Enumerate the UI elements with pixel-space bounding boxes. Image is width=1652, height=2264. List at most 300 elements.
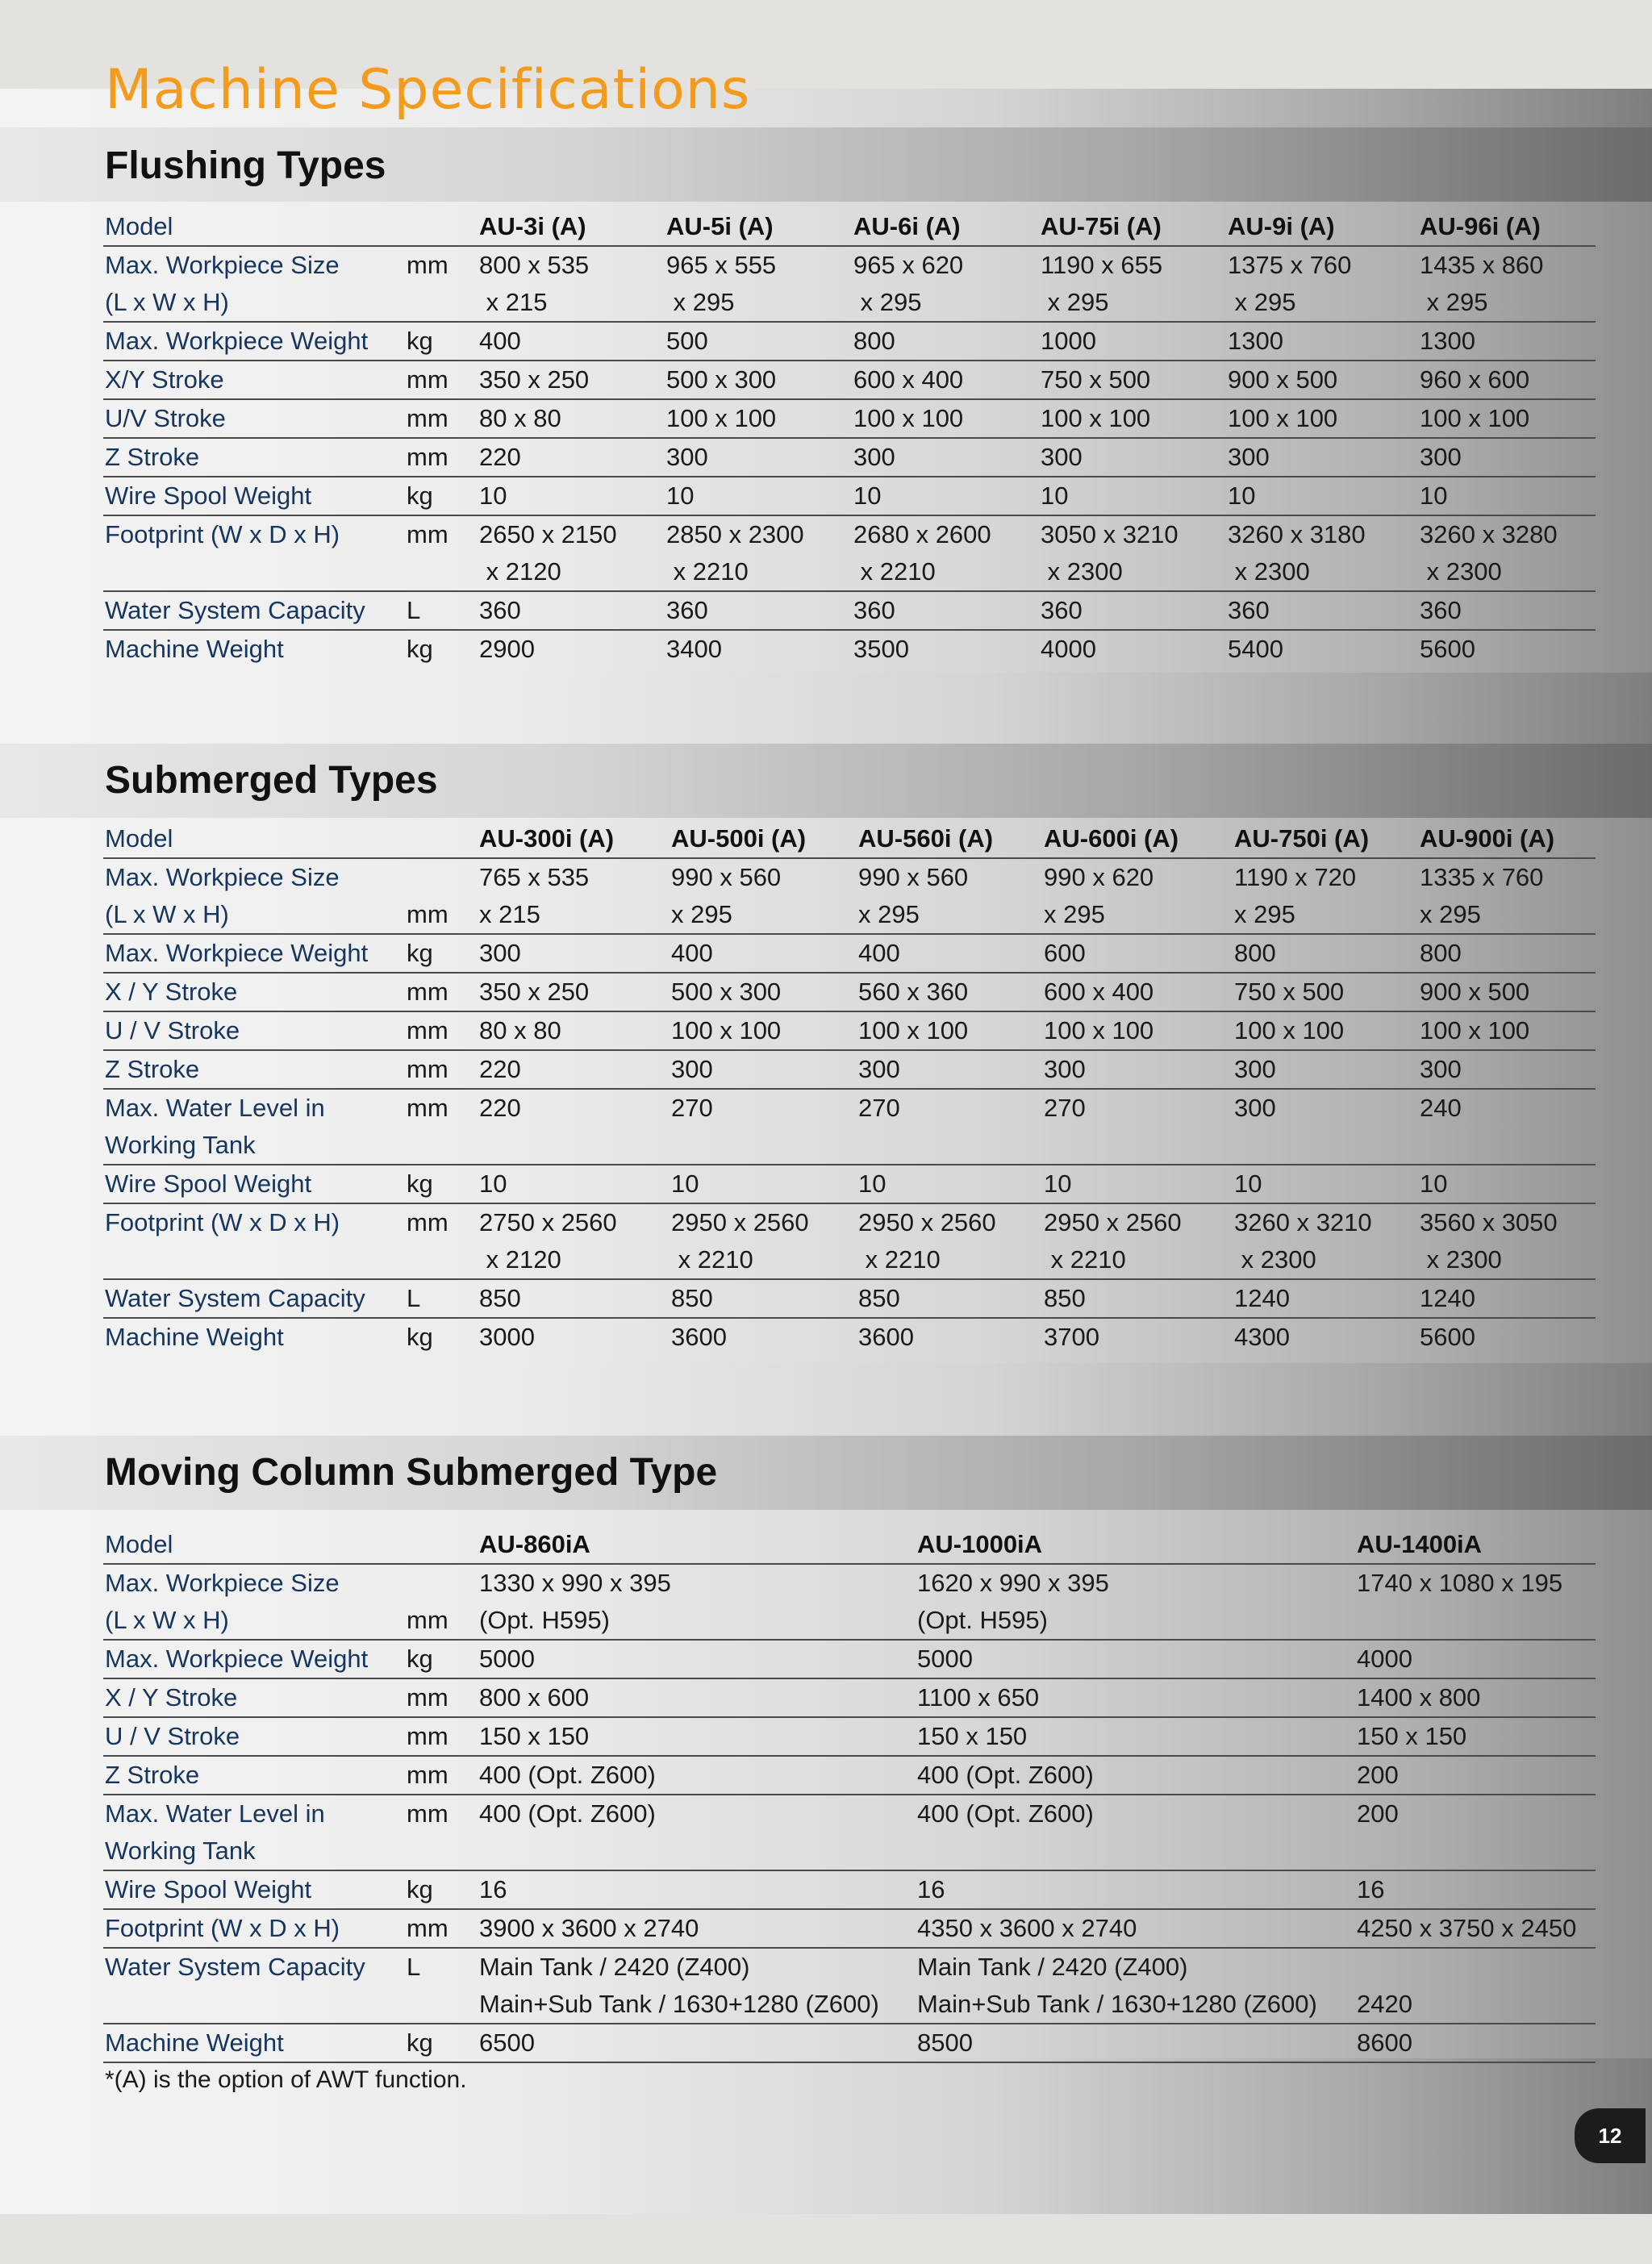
spec-row <box>103 934 1596 973</box>
spec-value: x 2120 <box>478 553 665 591</box>
spec-value: 400 <box>478 322 665 361</box>
row-unit <box>405 1832 478 1870</box>
spec-value: 16 <box>916 1870 1355 1909</box>
spec-value: 5000 <box>478 1640 916 1678</box>
spec-row <box>103 361 1596 399</box>
spec-value: x 2300 <box>1226 553 1418 591</box>
spec-value: x 295 <box>1226 284 1418 322</box>
row-label: Max. Water Level in <box>105 1799 325 1828</box>
row-unit: mm <box>407 520 448 548</box>
row-label: Wire Spool Weight <box>103 1165 405 1203</box>
spec-row <box>103 1050 1596 1089</box>
spec-value: 100 x 100 <box>1233 1011 1418 1050</box>
spec-value: 500 <box>665 322 852 361</box>
bottom-strip <box>0 2214 1652 2264</box>
spec-value: 400 <box>670 934 857 973</box>
spec-value: 765 x 535 <box>479 863 590 891</box>
spec-value: x 2300 <box>1039 553 1226 591</box>
row-unit <box>405 1241 478 1279</box>
row-unit <box>405 820 478 858</box>
spec-value: 800 x 600 <box>478 1678 916 1717</box>
spec-row <box>103 438 1596 477</box>
page-title: Machine Specifications <box>105 58 751 122</box>
spec-row <box>103 1909 1596 1948</box>
model-name: AU-500i (A) <box>670 820 857 858</box>
model-header-row <box>103 820 1596 858</box>
model-name: AU-9i (A) <box>1226 208 1418 246</box>
spec-value: 200 <box>1357 1799 1399 1828</box>
spec-value: 900 x 500 <box>1226 361 1418 399</box>
model-name: AU-1400iA <box>1355 1526 1596 1564</box>
spec-row <box>103 1717 1596 1756</box>
row-label: Water System Capacity <box>103 1279 405 1318</box>
spec-value: 100 x 100 <box>665 399 852 438</box>
row-label: X / Y Stroke <box>103 973 405 1011</box>
spec-value: 3500 <box>853 635 909 663</box>
row-label: Max. Workpiece Size <box>105 1569 340 1597</box>
row-label: (L x W x H) <box>103 896 405 934</box>
spec-value: 600 x 400 <box>852 361 1039 399</box>
spec-value: 1300 <box>1226 322 1418 361</box>
row-unit: mm <box>405 1050 478 1089</box>
spec-row <box>103 1640 1596 1678</box>
spec-value: 960 x 600 <box>1418 361 1596 399</box>
spec-value: 400 (Opt. Z600) <box>917 1799 1094 1828</box>
spec-value: 1740 x 1080 x 195 <box>1357 1569 1563 1597</box>
row-unit: mm <box>405 361 478 399</box>
spec-value: 4000 <box>1041 635 1096 663</box>
row-unit: kg <box>405 1165 478 1203</box>
spec-value: 10 <box>852 477 1039 515</box>
spec-row <box>103 399 1596 438</box>
spec-value: 10 <box>1418 1165 1596 1203</box>
spec-value: 100 x 100 <box>1226 399 1418 438</box>
spec-value: 4300 <box>1234 1323 1290 1351</box>
row-unit: kg <box>405 934 478 973</box>
spec-value <box>478 1127 670 1165</box>
spec-row <box>103 477 1596 515</box>
spec-value: 3560 x 3050 <box>1420 1208 1558 1236</box>
spec-value: 900 x 500 <box>1418 973 1596 1011</box>
model-name: AU-750i (A) <box>1233 820 1418 858</box>
spec-row <box>103 1165 1596 1203</box>
row-unit: kg <box>405 477 478 515</box>
moving-column-spec-table <box>103 1526 1596 2063</box>
spec-value: 10 <box>1042 1165 1233 1203</box>
spec-value: 3000 <box>479 1323 535 1351</box>
row-unit <box>405 1564 478 1602</box>
row-label: Z Stroke <box>103 1050 405 1089</box>
spec-value: 4350 x 3600 x 2740 <box>916 1909 1355 1948</box>
spec-value: x 2210 <box>670 1241 857 1279</box>
spec-value: 965 x 620 <box>853 251 964 279</box>
spec-value: 5600 <box>1420 1323 1475 1351</box>
spec-value: 3600 <box>671 1323 727 1351</box>
row-unit: mm <box>405 1717 478 1756</box>
spec-value: x 295 <box>670 896 857 934</box>
model-name: AU-75i (A) <box>1039 208 1226 246</box>
flushing-spec-table <box>103 208 1596 668</box>
row-label: X/Y Stroke <box>103 361 405 399</box>
spec-value: x 295 <box>1418 896 1596 934</box>
spec-value: 16 <box>478 1870 916 1909</box>
model-name: AU-1000iA <box>916 1526 1355 1564</box>
row-label: (L x W x H) <box>103 284 405 322</box>
spec-value: x 295 <box>852 284 1039 322</box>
spec-value: 1190 x 720 <box>1234 863 1357 891</box>
spec-value: x 2210 <box>857 1241 1042 1279</box>
row-unit <box>405 1127 478 1165</box>
spec-value: 4250 x 3750 x 2450 <box>1355 1909 1596 1948</box>
spec-value: Main Tank / 2420 (Z400) <box>479 1953 750 1981</box>
spec-row <box>103 515 1596 553</box>
spec-value: 2950 x 2560 <box>1044 1208 1182 1236</box>
spec-value: 360 <box>665 591 852 630</box>
spec-row <box>103 858 1596 896</box>
row-label: Z Stroke <box>103 1756 405 1795</box>
spec-value: 1100 x 650 <box>916 1678 1355 1717</box>
spec-row <box>103 1203 1596 1241</box>
spec-value: 10 <box>665 477 852 515</box>
spec-value: 8600 <box>1355 2024 1596 2062</box>
spec-row <box>103 1602 1596 1640</box>
spec-value: 990 x 560 <box>858 863 969 891</box>
spec-value: 2420 <box>1355 1986 1596 2024</box>
spec-row <box>103 1011 1596 1050</box>
spec-value: 100 x 100 <box>1418 1011 1596 1050</box>
spec-value: 10 <box>478 1165 670 1203</box>
row-label: Footprint (W x D x H) <box>105 520 340 548</box>
spec-value: 360 <box>478 591 665 630</box>
model-header-row <box>103 1526 1596 1564</box>
row-unit: mm <box>407 1094 448 1122</box>
spec-value: 500 x 300 <box>670 973 857 1011</box>
spec-value: 300 <box>478 934 670 973</box>
spec-row <box>103 246 1596 284</box>
row-unit: L <box>405 1279 478 1318</box>
row-unit: mm <box>405 1756 478 1795</box>
submerged-spec-table <box>103 820 1596 1356</box>
spec-value <box>670 1127 857 1165</box>
spec-value: 600 x 400 <box>1042 973 1233 1011</box>
spec-value: 3900 x 3600 x 2740 <box>478 1909 916 1948</box>
row-label: X / Y Stroke <box>103 1678 405 1717</box>
spec-value: 1330 x 990 x 395 <box>479 1569 671 1597</box>
spec-value: 360 <box>1418 591 1596 630</box>
spec-value: 1435 x 860 <box>1420 251 1544 279</box>
spec-value: 750 x 500 <box>1039 361 1226 399</box>
row-unit: mm <box>405 896 478 934</box>
row-unit: kg <box>405 2024 478 2062</box>
spec-value: 300 <box>665 438 852 477</box>
spec-row <box>103 1241 1596 1279</box>
row-label: U / V Stroke <box>103 1717 405 1756</box>
spec-value: 1400 x 800 <box>1355 1678 1596 1717</box>
row-unit <box>405 284 478 322</box>
spec-value: 400 (Opt. Z600) <box>916 1756 1355 1795</box>
row-label: Machine Weight <box>105 1323 284 1351</box>
spec-value: 80 x 80 <box>478 1011 670 1050</box>
row-label: Model <box>103 820 405 858</box>
spec-value <box>857 1127 1042 1165</box>
spec-value: 300 <box>1233 1050 1418 1089</box>
spec-value <box>1418 1127 1596 1165</box>
spec-value: 150 x 150 <box>1355 1717 1596 1756</box>
spec-value: 3600 <box>858 1323 914 1351</box>
spec-value: 360 <box>1226 591 1418 630</box>
row-label: Max. Workpiece Weight <box>103 322 405 361</box>
spec-value: 2680 x 2600 <box>853 520 991 548</box>
row-unit: kg <box>405 1640 478 1678</box>
spec-value: 3260 x 3280 <box>1420 520 1558 548</box>
spec-value: 300 <box>852 438 1039 477</box>
model-name: AU-900i (A) <box>1418 820 1596 858</box>
spec-value: 3400 <box>666 635 722 663</box>
spec-row <box>103 1948 1596 1986</box>
spec-value <box>478 1832 916 1870</box>
spec-value: 150 x 150 <box>916 1717 1355 1756</box>
row-label: Model <box>103 208 405 246</box>
spec-value: 5400 <box>1228 635 1283 663</box>
spec-value: 1240 <box>1418 1279 1596 1318</box>
spec-row <box>103 896 1596 934</box>
spec-value: 1335 x 760 <box>1420 863 1544 891</box>
spec-value: x 295 <box>857 896 1042 934</box>
spec-value: 10 <box>670 1165 857 1203</box>
spec-value: 4000 <box>1355 1640 1596 1678</box>
row-label <box>103 1241 405 1279</box>
spec-value: 16 <box>1355 1870 1596 1909</box>
row-label: Machine Weight <box>103 2024 405 2062</box>
footnote: *(A) is the option of AWT function. <box>105 2066 467 2093</box>
page-number-badge: 12 <box>1575 2108 1646 2163</box>
spec-value: 300 <box>1042 1050 1233 1089</box>
row-label: Z Stroke <box>103 438 405 477</box>
spec-value: 2950 x 2560 <box>671 1208 809 1236</box>
spec-value: 400 <box>857 934 1042 973</box>
spec-value: 560 x 360 <box>857 973 1042 1011</box>
spec-value: 100 x 100 <box>852 399 1039 438</box>
spec-value: 1375 x 760 <box>1228 251 1352 279</box>
spec-value: 750 x 500 <box>1233 973 1418 1011</box>
spec-value: 10 <box>1226 477 1418 515</box>
row-unit: mm <box>405 399 478 438</box>
spec-value: 220 <box>478 1050 670 1089</box>
spec-value <box>1233 1127 1418 1165</box>
spec-value: 3050 x 3210 <box>1041 520 1179 548</box>
row-unit <box>405 858 478 896</box>
spec-row <box>103 284 1596 322</box>
row-label: Machine Weight <box>105 635 284 663</box>
spec-value: 100 x 100 <box>1039 399 1226 438</box>
spec-value: 6500 <box>478 2024 916 2062</box>
spec-value: 800 <box>1418 934 1596 973</box>
spec-value: 220 <box>478 438 665 477</box>
spec-value: 300 <box>670 1050 857 1089</box>
row-label: Max. Water Level in <box>105 1094 325 1122</box>
row-unit: mm <box>407 251 448 279</box>
row-label: Working Tank <box>103 1832 405 1870</box>
spec-value: x 215 <box>478 284 665 322</box>
spec-value: 300 <box>857 1050 1042 1089</box>
spec-value: 100 x 100 <box>670 1011 857 1050</box>
spec-value: Main+Sub Tank / 1630+1280 (Z600) <box>478 1986 916 2024</box>
spec-row <box>103 1870 1596 1909</box>
spec-value: 2650 x 2150 <box>479 520 617 548</box>
spec-value: 990 x 620 <box>1044 863 1154 891</box>
spec-value <box>1355 1832 1596 1870</box>
row-unit <box>405 1986 478 2024</box>
row-unit: mm <box>405 1909 478 1948</box>
spec-value: 200 <box>1355 1756 1596 1795</box>
spec-value: x 295 <box>1042 896 1233 934</box>
spec-row <box>103 1678 1596 1717</box>
spec-value: Main+Sub Tank / 1630+1280 (Z600) <box>916 1986 1355 2024</box>
spec-value: 150 x 150 <box>478 1717 916 1756</box>
spec-value: x 2120 <box>478 1241 670 1279</box>
spec-value: 270 <box>1044 1094 1086 1122</box>
spec-row <box>103 630 1596 668</box>
row-label: Max. Workpiece Weight <box>103 1640 405 1678</box>
spec-value <box>1042 1127 1233 1165</box>
row-unit: kg <box>405 1870 478 1909</box>
row-unit: kg <box>407 635 433 663</box>
row-label: Water System Capacity <box>105 1953 365 1981</box>
spec-value: 1300 <box>1418 322 1596 361</box>
spec-value: 300 <box>1418 438 1596 477</box>
spec-value: 800 <box>852 322 1039 361</box>
spec-row <box>103 1832 1596 1870</box>
row-label: Wire Spool Weight <box>103 1870 405 1909</box>
spec-value: 990 x 560 <box>671 863 782 891</box>
spec-row <box>103 973 1596 1011</box>
model-header-row <box>103 208 1596 246</box>
spec-value: x 2210 <box>1042 1241 1233 1279</box>
spec-value: 300 <box>1418 1050 1596 1089</box>
row-unit <box>405 553 478 591</box>
spec-value: 800 x 535 <box>479 251 590 279</box>
spec-value: x 2210 <box>852 553 1039 591</box>
spec-value: 300 <box>1226 438 1418 477</box>
spec-value: x 295 <box>1039 284 1226 322</box>
spec-value: 5600 <box>1420 635 1475 663</box>
spec-value: 270 <box>858 1094 900 1122</box>
model-name: AU-3i (A) <box>478 208 665 246</box>
spec-value: (Opt. H595) <box>478 1602 916 1640</box>
spec-value: 80 x 80 <box>478 399 665 438</box>
spec-value: 360 <box>852 591 1039 630</box>
row-label: Working Tank <box>103 1127 405 1165</box>
row-unit: mm <box>407 1799 448 1828</box>
spec-row <box>103 1279 1596 1318</box>
spec-value: (Opt. H595) <box>916 1602 1355 1640</box>
spec-value: 400 (Opt. Z600) <box>479 1799 656 1828</box>
spec-value: 360 <box>1039 591 1226 630</box>
spec-value: 10 <box>1233 1165 1418 1203</box>
spec-value: x 2300 <box>1418 1241 1596 1279</box>
spec-value: Main Tank / 2420 (Z400) <box>917 1953 1188 1981</box>
spec-value: 850 <box>478 1279 670 1318</box>
flushing-section-title: Flushing Types <box>105 144 386 187</box>
spec-value <box>1355 1602 1596 1640</box>
spec-value <box>1355 1948 1596 1986</box>
row-label: U / V Stroke <box>103 1011 405 1050</box>
spec-value: 850 <box>1042 1279 1233 1318</box>
spec-value: 350 x 250 <box>478 361 665 399</box>
spec-value: 1190 x 655 <box>1041 251 1163 279</box>
spec-value: x 2210 <box>665 553 852 591</box>
spec-value: 3700 <box>1044 1323 1099 1351</box>
row-unit: mm <box>405 1602 478 1640</box>
spec-row <box>103 553 1596 591</box>
row-label <box>103 553 405 591</box>
spec-value: 220 <box>479 1094 521 1122</box>
spec-value: 1000 <box>1039 322 1226 361</box>
row-unit: mm <box>405 438 478 477</box>
spec-value: 270 <box>671 1094 713 1122</box>
row-unit: L <box>405 591 478 630</box>
spec-value: 3260 x 3180 <box>1228 520 1366 548</box>
spec-value: 350 x 250 <box>478 973 670 1011</box>
spec-row <box>103 1318 1596 1356</box>
row-label: Max. Workpiece Size <box>105 863 340 891</box>
spec-value: 2900 <box>479 635 535 663</box>
row-unit: mm <box>407 1208 448 1236</box>
spec-value: x 2300 <box>1233 1241 1418 1279</box>
row-unit: mm <box>405 1678 478 1717</box>
row-unit: mm <box>405 973 478 1011</box>
row-label: Model <box>103 1526 405 1564</box>
spec-value: 300 <box>1039 438 1226 477</box>
spec-value: 10 <box>1418 477 1596 515</box>
spec-value: 100 x 100 <box>1042 1011 1233 1050</box>
spec-value: x 295 <box>665 284 852 322</box>
row-unit: kg <box>405 322 478 361</box>
spec-value: 965 x 555 <box>666 251 777 279</box>
submerged-section-title: Submerged Types <box>105 759 438 802</box>
row-label: Footprint (W x D x H) <box>103 1909 405 1948</box>
spec-value: x 295 <box>1233 896 1418 934</box>
spec-value: 500 x 300 <box>665 361 852 399</box>
spec-value: 100 x 100 <box>1418 399 1596 438</box>
model-name: AU-560i (A) <box>857 820 1042 858</box>
row-unit <box>405 208 478 246</box>
row-label <box>103 1986 405 2024</box>
spec-value: 2850 x 2300 <box>666 520 804 548</box>
model-name: AU-600i (A) <box>1042 820 1233 858</box>
row-label: Wire Spool Weight <box>103 477 405 515</box>
spec-value: 10 <box>1039 477 1226 515</box>
spec-value: 1240 <box>1233 1279 1418 1318</box>
spec-value: 10 <box>478 477 665 515</box>
spec-value: 600 <box>1042 934 1233 973</box>
row-label: Footprint (W x D x H) <box>105 1208 340 1236</box>
row-label: Water System Capacity <box>103 591 405 630</box>
model-name: AU-860iA <box>478 1526 916 1564</box>
spec-value: 1620 x 990 x 395 <box>917 1569 1109 1597</box>
spec-value: 400 (Opt. Z600) <box>478 1756 916 1795</box>
spec-value: 300 <box>1234 1094 1276 1122</box>
row-unit: kg <box>407 1323 433 1351</box>
row-unit <box>405 1526 478 1564</box>
spec-value: 3260 x 3210 <box>1234 1208 1372 1236</box>
model-name: AU-6i (A) <box>852 208 1039 246</box>
spec-row <box>103 591 1596 630</box>
spec-row <box>103 1089 1596 1127</box>
row-label: Max. Workpiece Weight <box>103 934 405 973</box>
spec-value: 10 <box>857 1165 1042 1203</box>
model-name: AU-300i (A) <box>478 820 670 858</box>
